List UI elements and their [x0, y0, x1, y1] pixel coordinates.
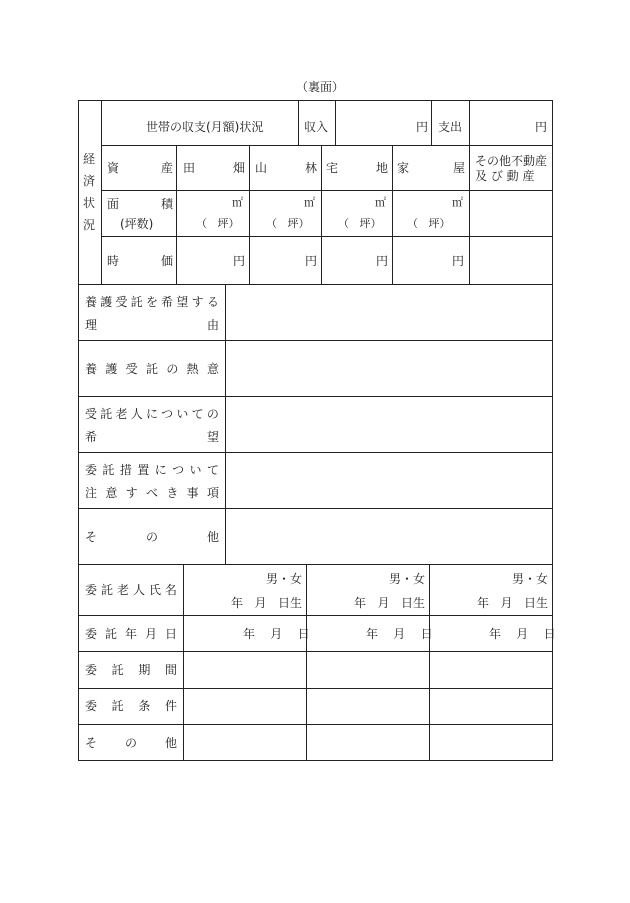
area-label: 面 積: [107, 197, 173, 211]
enthusiasm-label: 養 護 受 託 の 熱 意: [85, 362, 219, 376]
entrust-conditions-label: 委 託 条 件: [85, 699, 177, 713]
entrust-other-field-3[interactable]: [430, 725, 552, 761]
entrust-date-label: 委 託 年 月 日: [85, 627, 177, 641]
entrust-conditions-field-2[interactable]: [307, 689, 429, 724]
area-sqm-house: ㎡: [452, 196, 463, 209]
income-label: 収入: [304, 120, 329, 134]
tsubo-count-label: (坪数): [120, 217, 154, 231]
other-real-estate-line1: その他不動産: [475, 154, 548, 168]
asset-type-residential-land: 宅 地: [326, 161, 388, 175]
reason-field[interactable]: [226, 285, 552, 340]
entrust-period-field-1[interactable]: [184, 652, 306, 688]
area-tsubo-field: （ 坪）: [196, 217, 240, 230]
income-expense-label: 世帯の収支(月額)状況: [146, 120, 264, 134]
economic-label-4: 況: [83, 218, 96, 232]
price-yen-house: 円: [452, 254, 465, 268]
area-tsubo-residential: （ 坪）: [338, 217, 382, 230]
reason-label-line1: 養 護 受 託 を 希 望 す る: [85, 295, 219, 309]
wish-label-line2: 希 望: [85, 430, 219, 444]
expense-yen: 円: [535, 120, 548, 134]
area-sqm-field: ㎡: [232, 196, 243, 209]
other-label: そ の 他: [85, 530, 219, 544]
entrust-other-label: そ の 他: [85, 736, 177, 750]
notes-field[interactable]: [226, 453, 552, 508]
price-label: 時 価: [107, 254, 173, 268]
area-tsubo-forest: （ 坪）: [266, 217, 310, 230]
entrust-name-label: 委 託 老 人 氏 名: [85, 583, 177, 597]
entrust-other-field-2[interactable]: [307, 725, 429, 761]
economic-label-2: 済: [83, 174, 96, 188]
area-tsubo-house: （ 坪）: [407, 217, 451, 230]
entrust-other-field-1[interactable]: [184, 725, 306, 761]
area-sqm-residential: ㎡: [375, 196, 386, 209]
entrust-period-field-2[interactable]: [307, 652, 429, 688]
entrust-conditions-field-3[interactable]: [430, 689, 552, 724]
asset-type-house: 家 屋: [397, 161, 465, 175]
entrust-date-3[interactable]: 年 月 日: [489, 627, 556, 641]
expense-label: 支出: [438, 120, 463, 134]
wish-label-line1: 受 託 老 人 に つ い て の: [85, 407, 219, 421]
economic-label-3: 状: [83, 196, 96, 210]
entrust-conditions-field-1[interactable]: [184, 689, 306, 724]
entrust-period-field-3[interactable]: [430, 652, 552, 688]
area-sqm-forest: ㎡: [304, 196, 315, 209]
enthusiasm-field[interactable]: [226, 341, 552, 396]
other-real-estate-line2: 及 び 動 産: [475, 169, 535, 183]
wish-field[interactable]: [226, 397, 552, 452]
gender-select-2[interactable]: 男・女: [389, 572, 426, 586]
asset-type-field: 田 畑: [183, 161, 245, 175]
birth-date-2[interactable]: 年 月 日生: [354, 596, 425, 610]
price-yen-field: 円: [233, 254, 246, 268]
income-yen: 円: [416, 120, 429, 134]
other-field[interactable]: [226, 509, 552, 565]
entrust-period-label: 委 託 期 間: [85, 663, 177, 677]
gender-select-3[interactable]: 男・女: [512, 572, 549, 586]
asset-type-forest: 山 林: [255, 161, 317, 175]
price-yen-residential: 円: [376, 254, 389, 268]
birth-date-3[interactable]: 年 月 日生: [477, 596, 548, 610]
entrust-date-2[interactable]: 年 月 日: [366, 627, 433, 641]
notes-label-line2: 注 意 す べ き 事 項: [85, 486, 219, 500]
asset-label: 資 産: [107, 161, 173, 175]
notes-label-line1: 委 託 措 置 に つ い て: [85, 463, 219, 477]
economic-label-1: 経: [83, 152, 96, 166]
birth-date-1[interactable]: 年 月 日生: [231, 596, 302, 610]
gender-select-1[interactable]: 男・女: [266, 572, 303, 586]
reason-label-line2: 理 由: [85, 318, 219, 332]
price-yen-forest: 円: [305, 254, 318, 268]
page-title: （裏面）: [296, 80, 345, 94]
entrust-date-1[interactable]: 年 月 日: [243, 627, 310, 641]
